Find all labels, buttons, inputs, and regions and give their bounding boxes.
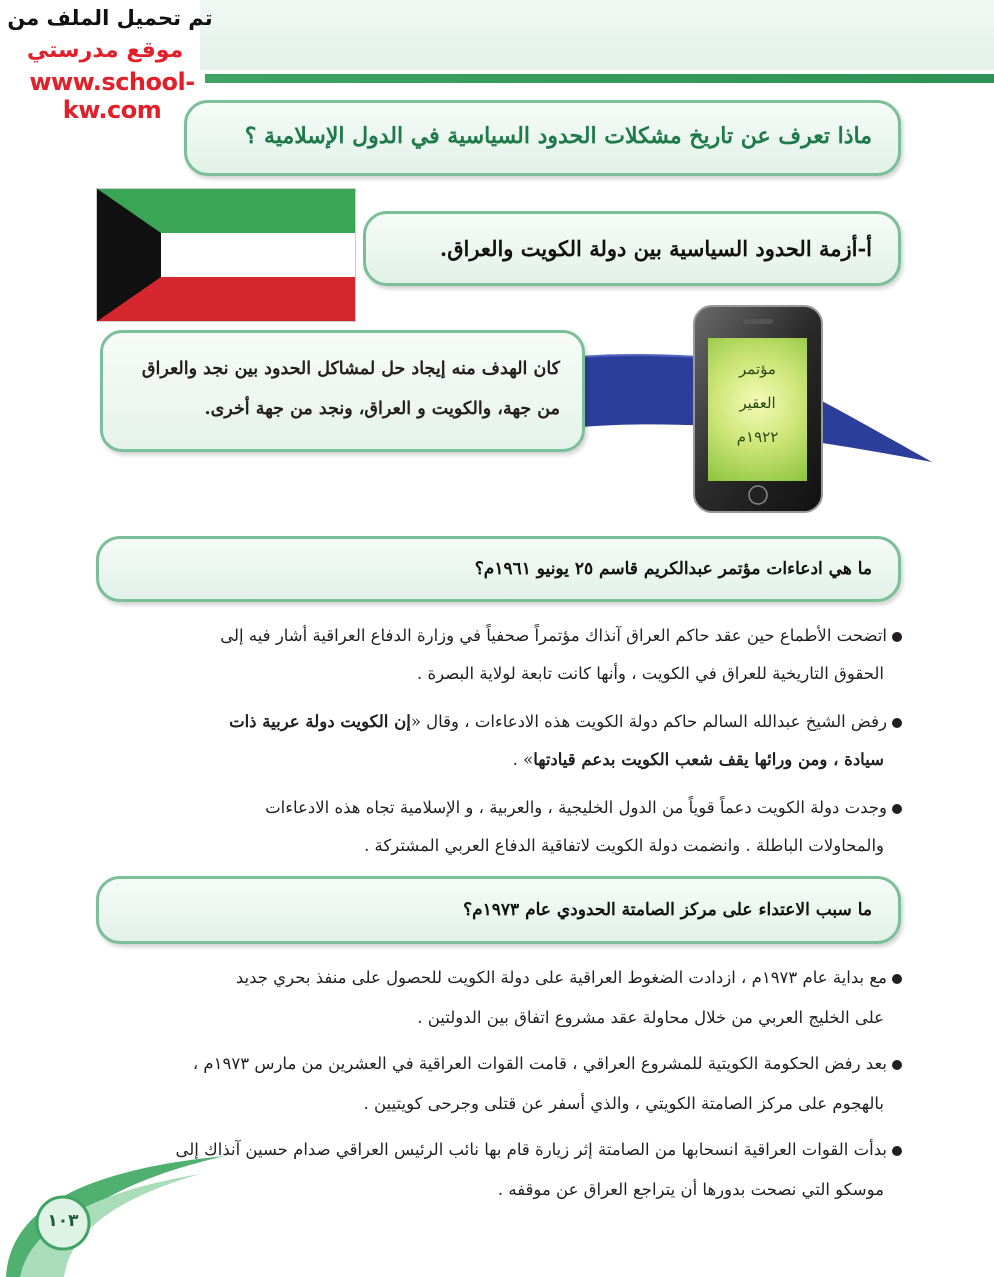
- bullet-3-2-line1: بعد رفض الحكومة الكويتية للمشروع العراقي ، قامت القوات العراقية في العشرين من مارس ١٩٧٣م ،: [193, 1054, 902, 1073]
- bullet-dot: [892, 718, 902, 728]
- bullet-2-2-line2: سيادة ، ومن ورائها يقف شعب الكويت بدعم قيادتها» .: [512, 750, 884, 769]
- question-2-box: [96, 536, 901, 602]
- watermark-site-name: موقع مدرستي: [26, 38, 184, 63]
- section-a-title: أ-أزمة الحدود السياسية بين دولة الكويت والعراق.: [439, 236, 872, 261]
- bullet-dot: [892, 632, 902, 642]
- conference-goal-line2: من جهة، والكويت و العراق، ونجد من جهة أخرى.: [204, 399, 560, 419]
- bullet-3-2-line2: بالهجوم على مركز الصامتة الكويتي ، والذي أسفر عن قتلى وجرحى كويتيين .: [363, 1094, 884, 1113]
- watermark-url[interactable]: www.school-kw.com: [29, 68, 195, 124]
- bullet-3-1-line2: على الخليج العربي من خلال محاولة عقد مشروع اتفاق بين الدولتين .: [417, 1008, 884, 1027]
- bullet-dot: [892, 1146, 902, 1156]
- bullet-2-3-line1: وجدت دولة الكويت دعماً قوياً من الدول الخليجية ، والعربية ، و الإسلامية تجاه هذه الادعاءات: [265, 798, 902, 817]
- page-number: ١٠٣: [47, 1211, 79, 1231]
- kuwait-quote-part2: سيادة ، ومن ورائها يقف شعب الكويت بدعم قيادتها: [533, 750, 884, 769]
- question-2: ما هي ادعاءات مؤتمر عبدالكريم قاسم ٢٥ يونيو ١٩٦١م؟: [474, 559, 872, 579]
- top-banner: [200, 0, 994, 70]
- page-corner-swoosh: [0, 1150, 230, 1277]
- top-rule: [205, 74, 994, 83]
- bullet-3-3-line2: موسكو التي نصحت بدورها أن يتراجع العراق عن موقفه .: [497, 1180, 884, 1199]
- watermark-download-text: تم تحميل الملف من: [7, 6, 213, 30]
- bullet-dot: [892, 804, 902, 814]
- conference-name-line1: مؤتمر: [739, 360, 776, 378]
- bullet-dot: [892, 1060, 902, 1070]
- conference-goal-box: [100, 330, 585, 452]
- bullet-2-3-line2: والمحاولات الباطلة . وانضمت دولة الكويت لاتفاقية الدفاع العربي المشتركة .: [364, 836, 884, 855]
- question-3-box: [96, 876, 901, 944]
- bullet-3-1-line1: مع بداية عام ١٩٧٣م ، ازدادت الضغوط العراقية على دولة الكويت للحصول على منفذ بحري جديد: [236, 968, 902, 987]
- site-watermark[interactable]: [0, 0, 225, 124]
- main-question-box: [184, 100, 901, 176]
- main-question: ماذا تعرف عن تاريخ مشكلات الحدود السياسية في الدول الإسلامية ؟: [244, 123, 872, 149]
- section-a-box: [363, 211, 901, 286]
- kuwait-quote-part1: إن الكويت دولة عربية ذات: [229, 712, 411, 731]
- conference-year: ١٩٢٢م: [736, 428, 779, 446]
- conference-goal-line1: كان الهدف منه إيجاد حل لمشاكل الحدود بين نجد والعراق: [141, 359, 560, 379]
- conference-name-line2: العقير: [739, 394, 776, 412]
- kuwait-flag: [96, 188, 356, 322]
- bullet-2-2-line1: رفض الشيخ عبدالله السالم حاكم دولة الكويت هذه الادعاءات ، وقال «إن الكويت دولة عربية ذات: [229, 712, 902, 731]
- bullet-2-1-line2: الحقوق التاريخية للعراق في الكويت ، وأنها كانت تابعة لولاية البصرة .: [417, 664, 884, 683]
- bullet-2-1-line1: اتضحت الأطماع حين عقد حاكم العراق آنذاك مؤتمراً صحفياً في وزارة الدفاع العراقية أشار فيه إلى: [220, 626, 902, 645]
- bullet-3-3-line1: بدأت القوات العراقية انسحابها من الصامتة إثر زيارة قام بها نائب الرئيس العراقي صدام حسين آنذاك إلى: [176, 1140, 902, 1159]
- question-3: ما سبب الاعتداء على مركز الصامتة الحدودي عام ١٩٧٣م؟: [463, 900, 872, 920]
- bullet-dot: [892, 974, 902, 984]
